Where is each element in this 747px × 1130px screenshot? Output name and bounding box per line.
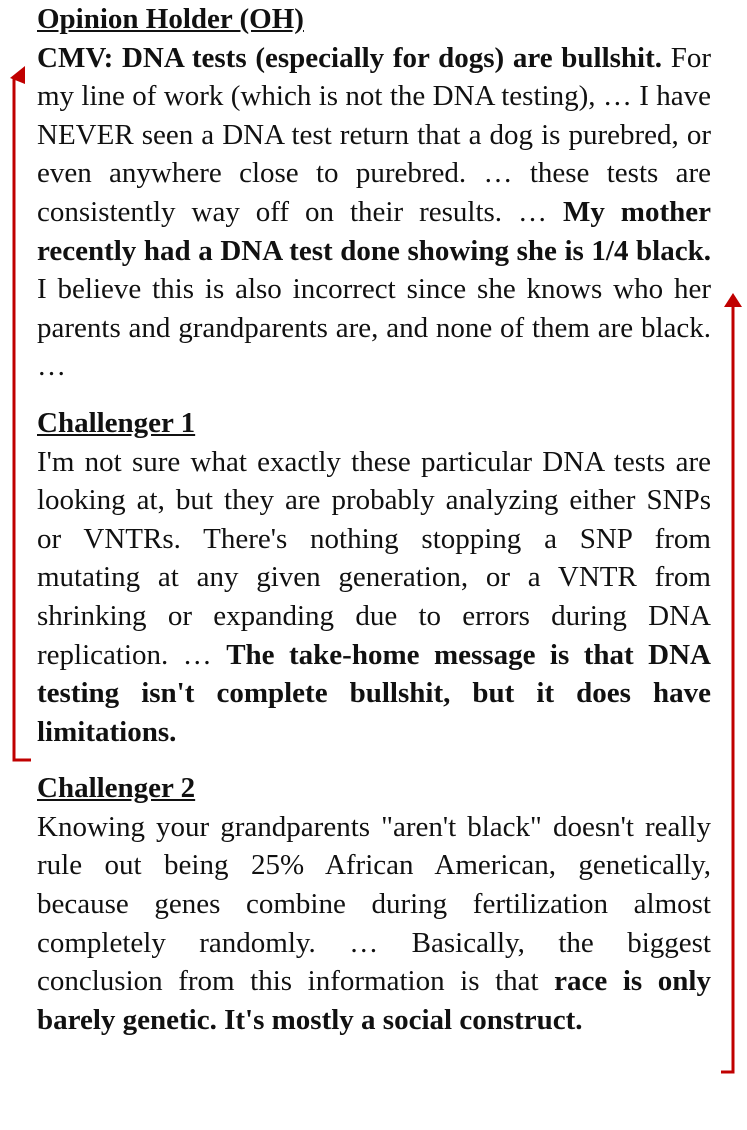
section-heading: Opinion Holder (OH) bbox=[37, 3, 304, 35]
body-text: Knowing your grandparents "aren't black" doesn't really rule out being 25% African American, genetically, because genes combine during fertilization almost completely randomly. … Basically, the biggest conclusion from this information is that bbox=[37, 810, 711, 998]
highlighted-text: race is only barely genetic. It's mostly a social construct. bbox=[37, 965, 711, 1036]
section-heading: Challenger 1 bbox=[37, 406, 196, 439]
section-heading: Challenger 2 bbox=[37, 772, 196, 805]
arrow-challenger-1-to-claim bbox=[10, 66, 31, 760]
body-text: For my line of work (which is not the DNA testing), … I have NEVER seen a DNA test return that a dog is purebred, or even anywhere close to purebred. … these tests are consistently way off on their results. … bbox=[37, 41, 711, 228]
body-text: I believe this is also incorrect since she knows who her parents and grandparents are, and none of them are black. … bbox=[37, 273, 711, 383]
claim-text: CMV: DNA tests (especially for dogs) are bullshit. bbox=[37, 41, 663, 74]
arrow-challenger-2-to-mother-claim bbox=[721, 293, 742, 1072]
highlighted-text: My mother recently had a DNA test done showing she is 1/4 black. bbox=[37, 195, 711, 267]
body-text: I'm not sure what exactly these particular DNA tests are looking at, but they are probably analyzing either SNPs or VNTRs. There's nothing stopping a SNP from mutating at any given generation, or a VNTR from shrinking or expanding due to errors during DNA replication. … bbox=[37, 445, 711, 671]
highlighted-text: The take-home message is that DNA testing isn't complete bullshit, but it does have limitations. bbox=[37, 638, 711, 748]
